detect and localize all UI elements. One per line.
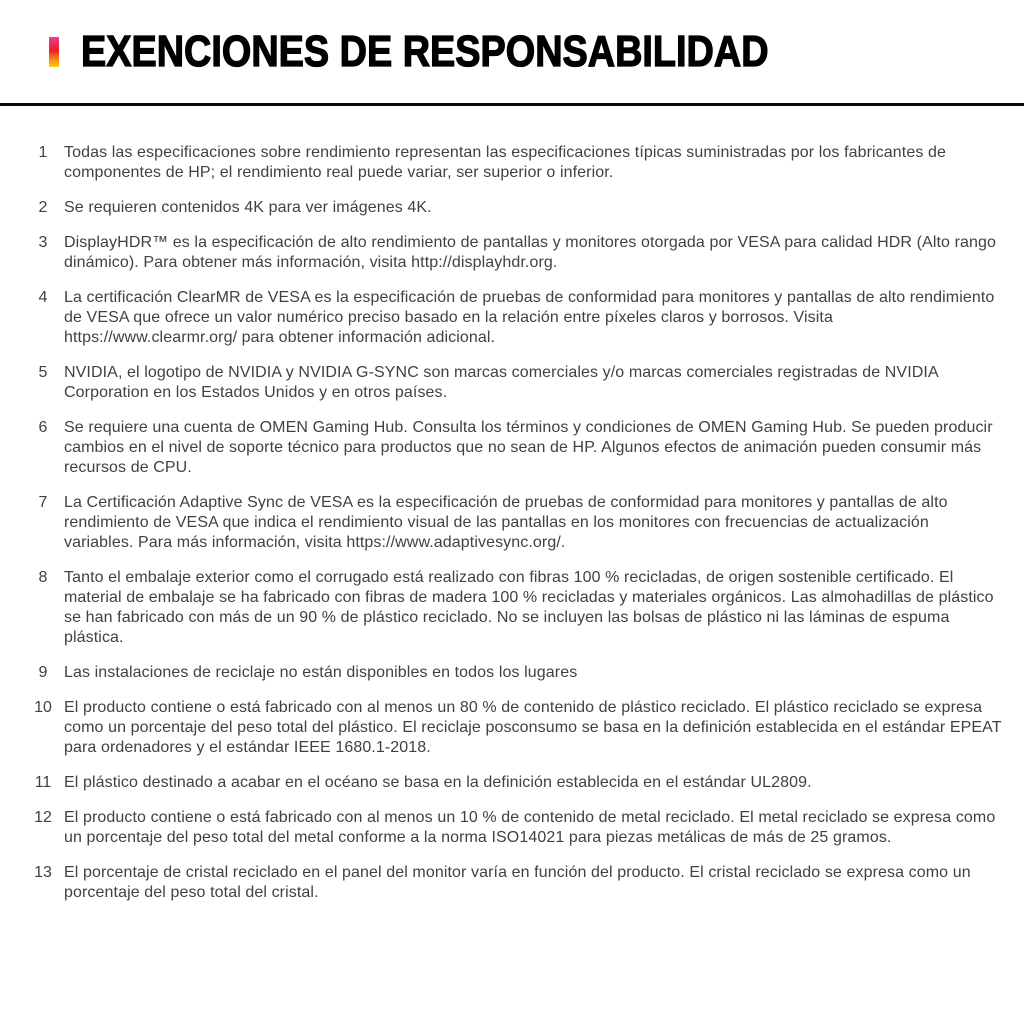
disclaimer-text: Tanto el embalaje exterior como el corrugado está realizado con fibras 100 % recicladas, de origen sostenible certificado. El material de embalaje se ha fabricado con fibras de madera 100 % recicladas y materiales orgánicos. Las almohadillas de plástico se han fabricado con más de un 90 % de plástico reciclado. No se incluyen las bolsas de plástico ni las láminas de espuma plástica. (64, 569, 994, 646)
disclaimer-text: Las instalaciones de reciclaje no están disponibles en todos los lugares (64, 664, 578, 681)
disclaimer-number: 3 (38, 234, 48, 251)
disclaimer-item-9 (0, 663, 1024, 683)
disclaimer-text: DisplayHDR™ es la especificación de alto rendimiento de pantallas y monitores otorgada por VESA para calidad HDR (Alto rango dinámico). Para obtener más información, visita http://displayhdr.org. (64, 234, 996, 271)
disclaimer-item-3 (0, 233, 1024, 273)
disclaimer-number: 9 (38, 664, 48, 681)
disclaimer-text: NVIDIA, el logotipo de NVIDIA y NVIDIA G-SYNC son marcas comerciales y/o marcas comerciales registradas de NVIDIA Corporation en los Estados Unidos y en otros países. (64, 364, 938, 401)
disclaimer-number: 12 (34, 809, 52, 826)
disclaimer-number: 8 (38, 569, 48, 586)
title-divider (0, 103, 1024, 106)
disclaimer-item-2 (0, 198, 1024, 218)
disclaimer-list (0, 143, 1024, 918)
disclaimer-item-13 (0, 863, 1024, 903)
disclaimer-number: 13 (34, 864, 52, 881)
disclaimer-text: El producto contiene o está fabricado con al menos un 80 % de contenido de plástico reciclado. El plástico reciclado se expresa como un porcentaje del peso total del plástico. El reciclaje posconsumo se basa en la definición establecida en el estándar EPEAT para ordenadores y el estándar IEEE 1680.1-2018. (64, 699, 1002, 756)
disclaimer-item-11 (0, 773, 1024, 793)
disclaimer-number: 1 (38, 144, 48, 161)
disclaimer-item-10 (0, 698, 1024, 758)
disclaimer-item-7 (0, 493, 1024, 553)
disclaimer-number: 4 (38, 289, 48, 306)
disclaimer-item-1 (0, 143, 1024, 183)
disclaimer-number: 5 (38, 364, 48, 381)
disclaimer-item-5 (0, 363, 1024, 403)
disclaimer-item-8 (0, 568, 1024, 648)
disclaimer-number: 11 (34, 774, 52, 791)
disclaimer-text: El producto contiene o está fabricado con al menos un 10 % de contenido de metal reciclado. El metal reciclado se expresa como un porcentaje del peso total del metal conforme a la norma ISO14021 para piezas metálicas de más de 25 gramos. (64, 809, 996, 846)
disclaimer-number: 2 (38, 199, 48, 216)
disclaimer-text: Se requiere una cuenta de OMEN Gaming Hub. Consulta los términos y condiciones de OMEN Gaming Hub. Se pueden producir cambios en el nivel de soporte técnico para productos que no sean de HP. Algunos efectos de animación pueden consumir más recursos de CPU. (64, 419, 993, 476)
disclaimer-text: El porcentaje de cristal reciclado en el panel del monitor varía en función del producto. El cristal reciclado se expresa como un porcentaje del peso total del cristal. (64, 864, 971, 901)
disclaimer-number: 7 (38, 494, 48, 511)
disclaimer-item-12 (0, 808, 1024, 848)
disclaimer-text: La Certificación Adaptive Sync de VESA es la especificación de pruebas de conformidad para monitores y pantallas de alto rendimiento de VESA que indica el rendimiento visual de las pantallas en los monitores con frecuencias de actualización variables. Para más información, visita https://www.adaptivesync.org/. (64, 494, 948, 551)
disclaimer-text: La certificación ClearMR de VESA es la especificación de pruebas de conformidad para monitores y pantallas de alto rendimiento de VESA que ofrece un valor numérico preciso basado en la relación entre píxeles claros y borrosos. Visita https://www.clearmr.org/ para obtener información adicional. (64, 289, 995, 346)
accent-bar (49, 37, 59, 67)
disclaimer-item-6 (0, 418, 1024, 478)
disclaimer-item-4 (0, 288, 1024, 348)
disclaimer-text: Se requieren contenidos 4K para ver imágenes 4K. (64, 199, 432, 216)
disclaimer-number: 6 (38, 419, 48, 436)
page-title: EXENCIONES DE RESPONSABILIDAD (81, 27, 769, 76)
disclaimer-number: 10 (34, 699, 52, 716)
disclaimer-text: El plástico destinado a acabar en el océano se basa en la definición establecida en el estándar UL2809. (64, 774, 812, 791)
disclaimer-text: Todas las especificaciones sobre rendimiento representan las especificaciones típicas suministradas por los fabricantes de componentes de HP; el rendimiento real puede variar, ser superior o inferior. (64, 144, 946, 181)
